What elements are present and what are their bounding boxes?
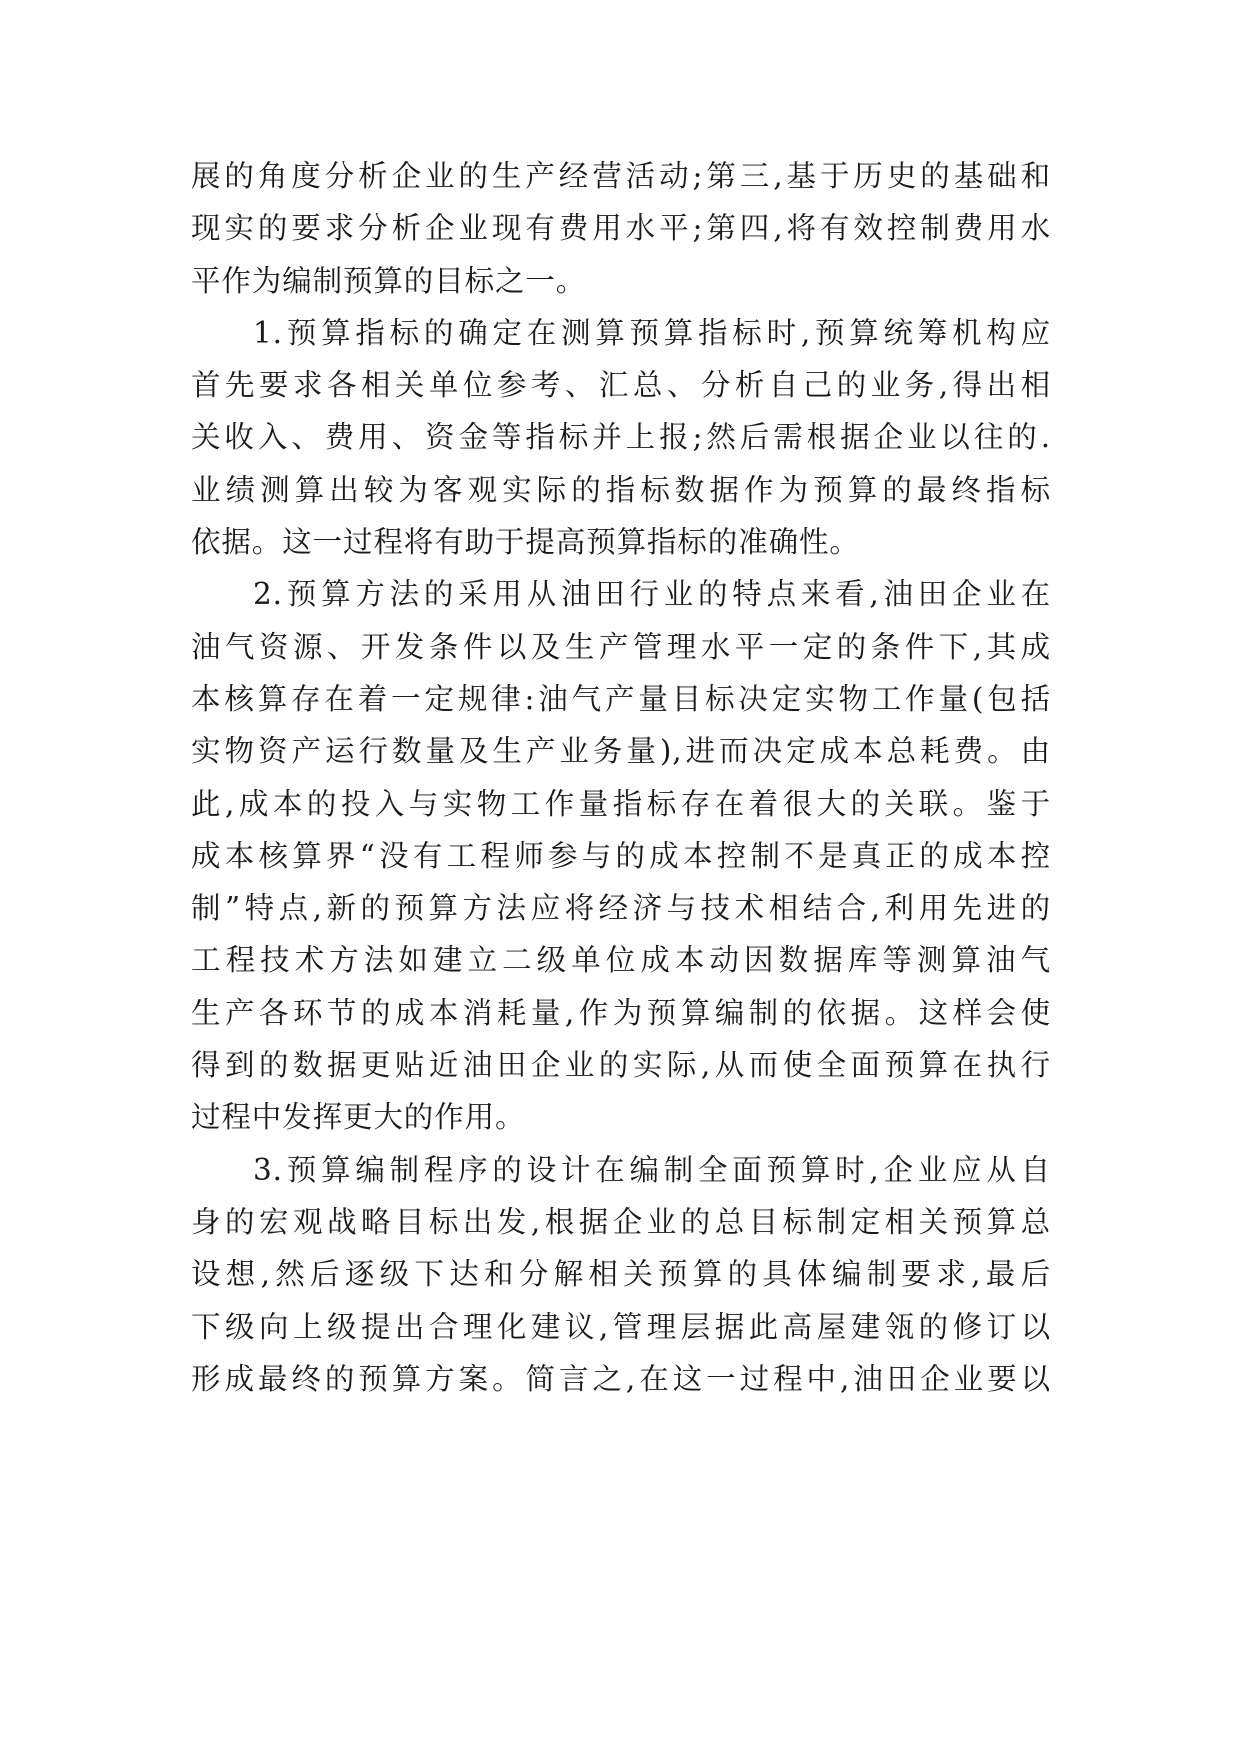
text-line: 设想,然后逐级下达和分解相关预算的具体编制要求,最后 (191, 1257, 1051, 1292)
text-line: 业绩测算出较为客观实际的指标数据作为预算的最终指标 (191, 472, 1051, 507)
paragraph-1 (191, 150, 1051, 307)
paragraph-3 (191, 568, 1051, 1143)
text-line: 形成最终的预算方案。简言之,在这一过程中,油田企业要以 (191, 1361, 1051, 1396)
text-line: 1.预算指标的确定在测算预算指标时,预算统筹机构应 (253, 315, 1051, 350)
text-line: 过程中发挥更大的作用。 (191, 1100, 526, 1135)
document-body (191, 150, 1051, 1405)
text-line: 身的宏观战略目标出发,根据企业的总目标制定相关预算总 (191, 1204, 1051, 1239)
paragraph-2 (191, 307, 1051, 568)
text-line: 依据。这一过程将有助于提高预算指标的准确性。 (191, 525, 860, 560)
text-line: 工程技术方法如建立二级单位成本动因数据库等测算油气 (191, 943, 1051, 978)
text-line: 此,成本的投入与实物工作量指标存在着很大的关联。鉴于 (191, 786, 1051, 821)
paragraph-4 (191, 1144, 1051, 1405)
text-line: 2.预算方法的采用从油田行业的特点来看,油田企业在 (253, 577, 1051, 612)
text-line: 本核算存在着一定规律:油气产量目标决定实物工作量(包括 (191, 681, 1051, 716)
text-line: 现实的要求分析企业现有费用水平;第四,将有效控制费用水 (191, 211, 1051, 246)
text-line: 首先要求各相关单位参考、汇总、分析自己的业务,得出相 (191, 368, 1051, 403)
text-line: 下级向上级提出合理化建议,管理层据此高屋建瓴的修订以 (191, 1309, 1051, 1344)
text-line: 得到的数据更贴近油田企业的实际,从而使全面预算在执行 (191, 1048, 1051, 1083)
text-line: 油气资源、开发条件以及生产管理水平一定的条件下,其成 (191, 629, 1051, 664)
text-line: 制”特点,新的预算方法应将经济与技术相结合,利用先进的 (191, 891, 1051, 926)
text-line: 成本核算界“没有工程师参与的成本控制不是真正的成本控 (191, 838, 1051, 873)
text-line: 展的角度分析企业的生产经营活动;第三,基于历史的基础和 (191, 159, 1051, 193)
text-line: 3.预算编制程序的设计在编制全面预算时,企业应从自 (253, 1152, 1051, 1187)
text-line: 生产各环节的成本消耗量,作为预算编制的依据。这样会使 (191, 995, 1051, 1030)
text-line: 关收入、费用、资金等指标并上报;然后需根据企业以往的. (191, 420, 1051, 455)
text-line: 实物资产运行数量及生产业务量),进而决定成本总耗费。由 (191, 734, 1051, 769)
text-line: 平作为编制预算的目标之一。 (191, 263, 587, 298)
